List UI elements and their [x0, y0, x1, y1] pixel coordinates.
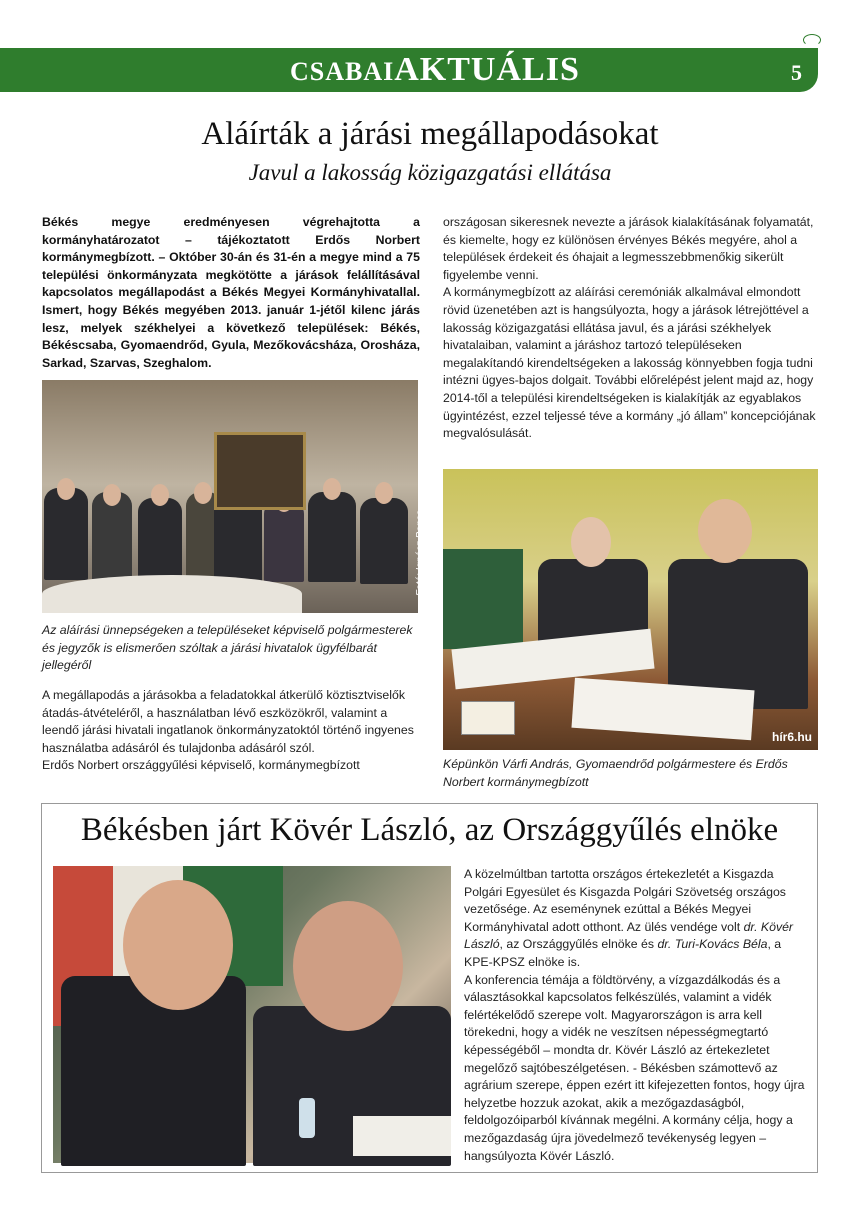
paragraph: A konferencia témája a földtörvény, a vízgazdálkodás és a választásokkal kapcsolatos felkészülés, valamint a vidék felértékelődő szerepe volt. Magyarországon is arra kell törekedni, hogy a vidék ne veszítsen népességmegtartó képességéből – mondta dr. Kövér László az értekezletet megelőző sajtóbeszélgetésen. - Békésben számottevő az agrárium szerepe, éppen ezért itt kifejezetten fontos, hogy újra helyzetbe hozzuk azokat, akik a mezőgazdaságból, feldolgozóiparból kívánnak megélni. A kormány célja, hogy a mezőgazdaság újra jövedelmező tevékenység legyen – hangsúlyozta Kövér László.	[464, 972, 805, 1163]
article1-subtitle: Javul a lakosság közigazgatási ellátása	[248, 160, 612, 185]
masthead	[290, 51, 580, 89]
photo1-caption: Az aláírási ünnepségeken a településeket képviselő polgármesterek és jegyzők is elismerően szóltak a járási hivatalok ügyfélbarát jellegéről	[42, 623, 413, 673]
swirl-ornament-icon	[803, 34, 821, 46]
article1-body-right	[443, 214, 819, 443]
photo-credit: Fotó: Ignácz Bence	[415, 510, 426, 597]
watermark: hír6.hu	[771, 730, 812, 744]
article2-title: Békésben járt Kövér László, az Országgyűlés elnöke	[80, 812, 779, 848]
paragraph: országosan sikeresnek nevezte a járások kialakításának folyamatát, és kiemelte, hogy ez különösen érvényes Békés megyére, ahol a települések érdekeit és óhajait a legmesszebbmenőkig sikerült figyelembe venni.	[443, 215, 814, 282]
masthead-part2: AKTUÁLIS	[394, 51, 580, 88]
paragraph	[464, 866, 812, 972]
signing-photo	[443, 469, 818, 750]
paragraph: A kormánymegbízott az aláírási ceremóniák alkalmával elmondott rövid üzenetében azt is hangsúlyozta, hogy a járások létrejöttével a lakosság közigazgatási ellátása javul, és a járási székhelyek hivatalaiban, valamint a járáshoz tartozó településeken megalakítandó kirendeltségeken a lakosság könnyebben fogja tudni intézni ügyes-bajos dolgait. További előrelépést jelent majd az, hogy 2014-től a települési kirendeltségeken is kialakítják az egyablakos ügyintézést, ezzel teljessé téve a kormány „jó állam” koncepciójának megvalósulását.	[443, 285, 816, 441]
paragraph: Erdős Norbert országgyűlési képviselő, kormánymegbízott	[42, 758, 360, 773]
article1-title: Aláírták a járási megállapodásokat	[201, 116, 659, 152]
paragraph: A megállapodás a járásokba a feladatokkal átkerülő köztisztviselők átadás-átvételéről, a használatban lévő eszközökről, valamint a leendő járási hivatali ingatlanok önkormányzatoktól történő ingyenes használatba adásáról és tulajdonba adásáról szól.	[42, 688, 414, 755]
ceremony-group-photo	[42, 380, 426, 613]
text-run: , a KPE-KPSZ elnöke is.	[464, 937, 782, 969]
kover-laszlo-photo	[53, 866, 451, 1163]
photo2-caption: Képünkön Várfi András, Gyomaendrőd polgármestere és Erdős Norbert kormánymegbízott	[443, 757, 788, 789]
person-name: dr. Kövér László	[464, 919, 794, 952]
text-run: , az Országgyűlés elnöke és	[499, 937, 658, 952]
article1-body-left	[42, 687, 422, 775]
text-run: A közelmúltban tartotta országos értekezletét a Kisgazda Polgári Egyesület és Kisgazda Polgári Szövetség országos vezetősége. Az eseménynek ezúttal a Békés Megyei Kormányhivatal adott otthont. Az ülés vendége volt	[464, 867, 786, 934]
masthead-part1: CSABAI	[290, 57, 395, 86]
article2-body	[464, 866, 812, 1165]
page-number: 5	[791, 60, 802, 85]
person-name: dr. Turi-Kovács Béla	[657, 937, 768, 952]
article1-lead: Békés megye eredményesen végrehajtotta a kormányhatározatot – tájékoztatott Erdős Norbert kormánymegbízott. – Október 30-án és 31-én a megye mind a 75 települési önkormányzata megkötötte a járások felállításával kapcsolatos megállapodást a Békés Megyei Kormányhivatallal. Ismert, hogy Békés megyében 2013. január 1-jétől kilenc járás lesz, melyek székhelyei a következő települések: Békés, Békéscsaba, Gyomaendrőd, Gyula, Mezőkovácsháza, Orosháza, Sarkad, Szarvas, Szeghalom.	[42, 215, 420, 370]
